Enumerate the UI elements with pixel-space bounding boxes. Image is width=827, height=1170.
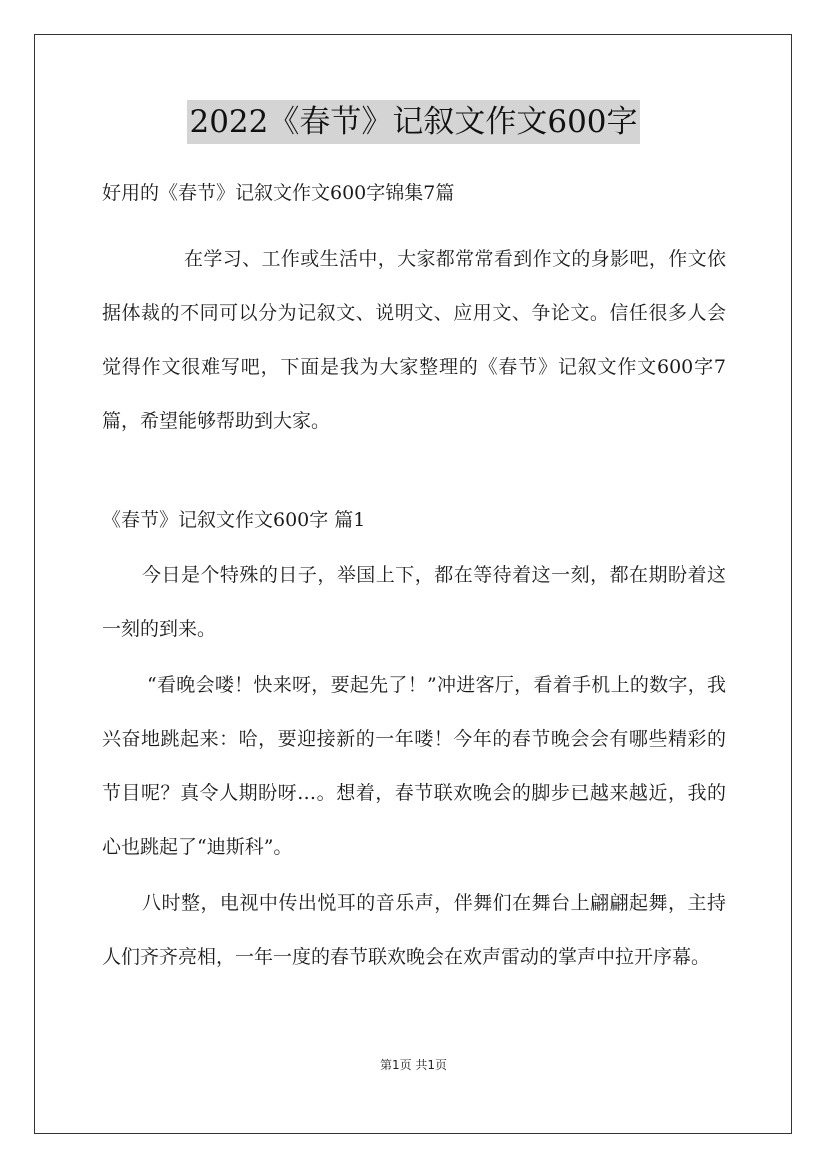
body-paragraph: 八时整，电视中传出悦耳的音乐声，伴舞们在舞台上翩翩起舞，主持人们齐齐亮相，一年一度的春节联欢晚会在欢声雷动的掌声中拉开序幕。: [102, 892, 726, 968]
document-title: 2022《春节》记叙文作文600字: [187, 100, 639, 144]
intro-paragraph: 在学习、工作或生活中，大家都常常看到作文的身影吧，作文依据体裁的不同可以分为记叙文、说明文、应用文、争论文。信任很多人会觉得作文很难写吧，下面是我为大家整理的《春节》记叙文作文600字7篇，希望能够帮助到大家。: [102, 248, 726, 432]
body-text: [102, 548, 726, 986]
body-paragraph: “看晚会喽！快来呀，要起先了！”冲进客厅，看着手机上的数字，我兴奋地跳起来：哈，要迎接新的一年喽！今年的春节晚会会有哪些精彩的节目呢？真令人期盼呀…。想着，春节联欢晚会的脚步已越来越近，我的心也跳起了“迪斯科”。: [102, 674, 726, 858]
title-container: [0, 100, 827, 144]
page-footer: 第1页 共1页: [379, 1058, 448, 1072]
document-subtitle: 好用的《春节》记叙文作文600字锦集7篇: [102, 182, 455, 204]
body-paragraph: 今日是个特殊的日子，举国上下，都在等待着这一刻，都在期盼着这一刻的到来。: [102, 564, 726, 640]
section-heading: 《春节》记叙文作文600字 篇1: [102, 509, 366, 531]
